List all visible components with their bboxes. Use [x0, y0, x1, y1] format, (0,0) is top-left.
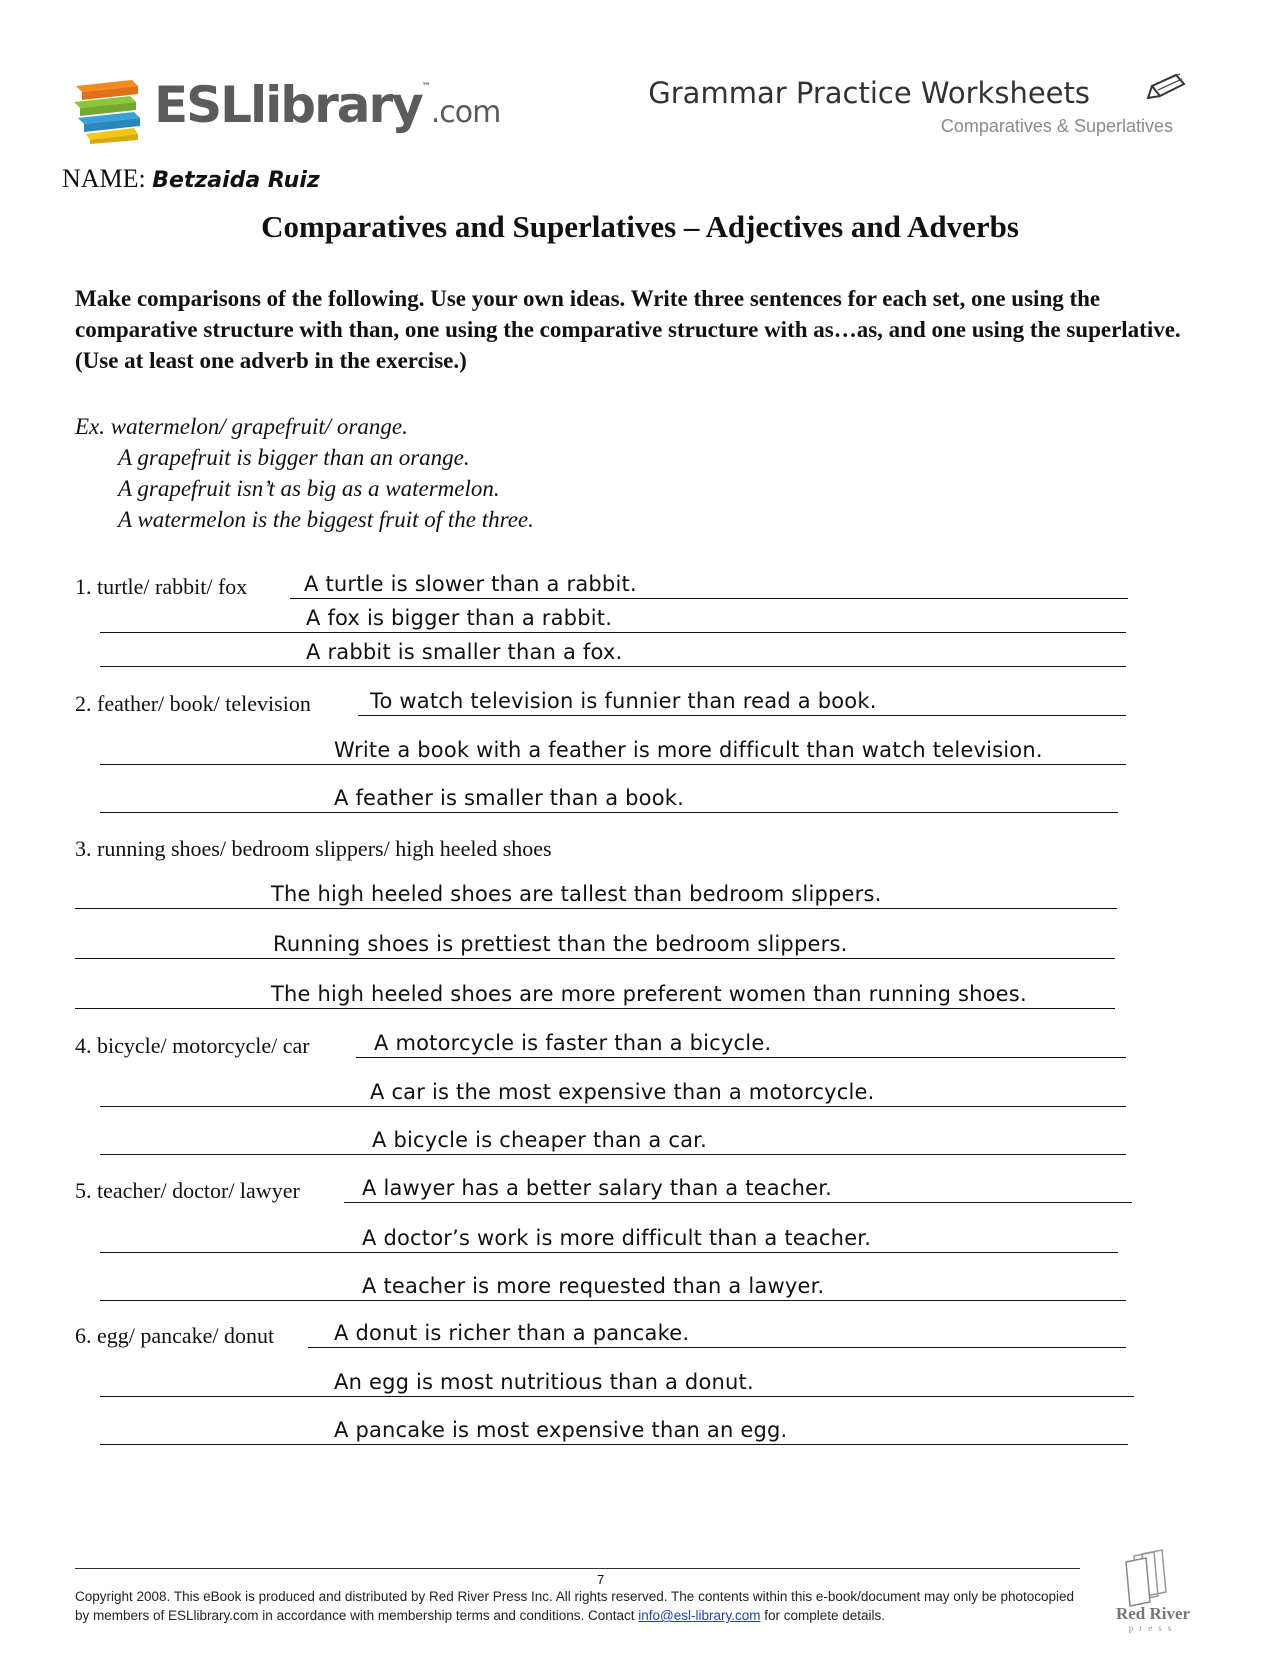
exercise-3-answer-1: The high heeled shoes are tallest than bedroom slippers. — [271, 882, 882, 906]
answer-line — [100, 1444, 1128, 1445]
exercise-1-answer-1: A turtle is slower than a rabbit. — [304, 572, 637, 596]
answer-line — [290, 598, 1128, 599]
answer-line — [100, 1252, 1118, 1253]
exercise-5-answer-1: A lawyer has a better salary than a teacher. — [362, 1176, 833, 1200]
answer-line — [75, 908, 1117, 909]
answer-line — [356, 1057, 1126, 1058]
exercise-2-answer-2: Write a book with a feather is more difficult than watch television. — [334, 738, 1043, 762]
answer-line — [100, 1300, 1126, 1301]
answer-line — [308, 1347, 1126, 1348]
exercise-5-prompt: 5. teacher/ doctor/ lawyer — [75, 1178, 300, 1203]
exercise-4-answer-2: A car is the most expensive than a motorcycle. — [370, 1080, 875, 1104]
exercise-5-answer-2: A doctor’s work is more difficult than a teacher. — [362, 1226, 872, 1250]
header-title: Grammar Practice Worksheets — [648, 76, 1090, 110]
name-label: NAME: — [62, 164, 146, 193]
answer-line — [358, 715, 1126, 716]
esl-library-logo — [72, 70, 501, 150]
answer-line — [100, 666, 1126, 667]
exercise-2-answer-3: A feather is smaller than a book. — [334, 786, 685, 810]
name-field — [62, 164, 320, 194]
answer-line — [100, 764, 1126, 765]
exercise-1-answer-2: A fox is bigger than a rabbit. — [306, 606, 613, 630]
exercise-4-answer-1: A motorcycle is faster than a bicycle. — [374, 1031, 772, 1055]
name-value: Betzaida Ruiz — [152, 168, 320, 193]
worksheet-title: Comparatives and Superlatives – Adjectives and Adverbs — [261, 209, 1019, 244]
exercise-3-prompt: 3. running shoes/ bedroom slippers/ high heeled shoes — [75, 836, 552, 861]
exercise-2-answer-1: To watch television is funnier than read a book. — [370, 689, 877, 713]
exercise-1-answer-3: A rabbit is smaller than a fox. — [306, 640, 623, 664]
exercise-4-prompt: 4. bicycle/ motorcycle/ car — [75, 1033, 310, 1058]
publisher-subtitle: press — [1128, 1623, 1178, 1633]
example-line: A grapefruit isn’t as big as a watermelon. — [118, 476, 500, 501]
book-stack-icon — [72, 78, 144, 146]
logo-trademark: ™ — [421, 82, 431, 92]
logo-text-com: .com — [430, 95, 501, 130]
pencil-icon — [1146, 72, 1188, 102]
contact-email-link[interactable]: info@esl-library.com — [638, 1608, 761, 1623]
answer-line — [344, 1202, 1132, 1203]
example-line: A watermelon is the biggest fruit of the three. — [118, 507, 534, 532]
answer-line — [75, 958, 1115, 959]
copyright-text: Copyright 2008. This eBook is produced and distributed by Red River Press Inc. All rights reserved. The contents within this e-book/document may only be photocopied by members of ESLlibrary.com in accordance with membership terms and conditions. Contact — [75, 1589, 1075, 1623]
answer-line — [100, 632, 1126, 633]
logo-wordmark — [154, 76, 500, 134]
example-prompt: Ex. watermelon/ grapefruit/ orange. — [75, 414, 408, 439]
exercise-5-answer-3: A teacher is more requested than a lawyer. — [362, 1274, 825, 1298]
copyright-notice — [75, 1587, 1085, 1625]
header-subtitle: Comparatives & Superlatives — [940, 116, 1173, 136]
copyright-text-end: for complete details. — [760, 1608, 886, 1623]
page-number: 7 — [597, 1572, 605, 1587]
example-line: A grapefruit is bigger than an orange. — [118, 445, 470, 470]
footer-divider — [75, 1568, 1080, 1569]
exercise-6-answer-1: A donut is richer than a pancake. — [334, 1321, 690, 1345]
exercise-3-answer-2: Running shoes is prettiest than the bedroom slippers. — [273, 932, 848, 956]
instructions: Make comparisons of the following. Use your own ideas. Write three sentences for each set, one using the comparative structure with than, one using the comparative structure with as…as, and one using the superlative. (Use at least one adverb in the exercise.) — [75, 286, 1181, 373]
exercise-2-prompt: 2. feather/ book/ television — [75, 691, 311, 716]
exercise-1-prompt: 1. turtle/ rabbit/ fox — [75, 574, 248, 599]
answer-line — [100, 1154, 1126, 1155]
exercise-6-prompt: 6. egg/ pancake/ donut — [75, 1323, 275, 1348]
exercise-4-answer-3: A bicycle is cheaper than a car. — [372, 1128, 707, 1152]
exercise-3-answer-3: The high heeled shoes are more preferent women than running shoes. — [271, 982, 1027, 1006]
answer-line — [100, 812, 1118, 813]
exercise-6-answer-2: An egg is most nutritious than a donut. — [334, 1370, 754, 1394]
answer-line — [100, 1106, 1126, 1107]
exercise-6-answer-3: A pancake is most expensive than an egg. — [334, 1418, 788, 1442]
answer-line — [100, 1396, 1134, 1397]
logo-text-main: ESLlibrary — [154, 76, 422, 134]
publisher-name: Red River — [1115, 1604, 1191, 1623]
answer-line — [75, 1008, 1115, 1009]
example-block — [75, 411, 534, 535]
